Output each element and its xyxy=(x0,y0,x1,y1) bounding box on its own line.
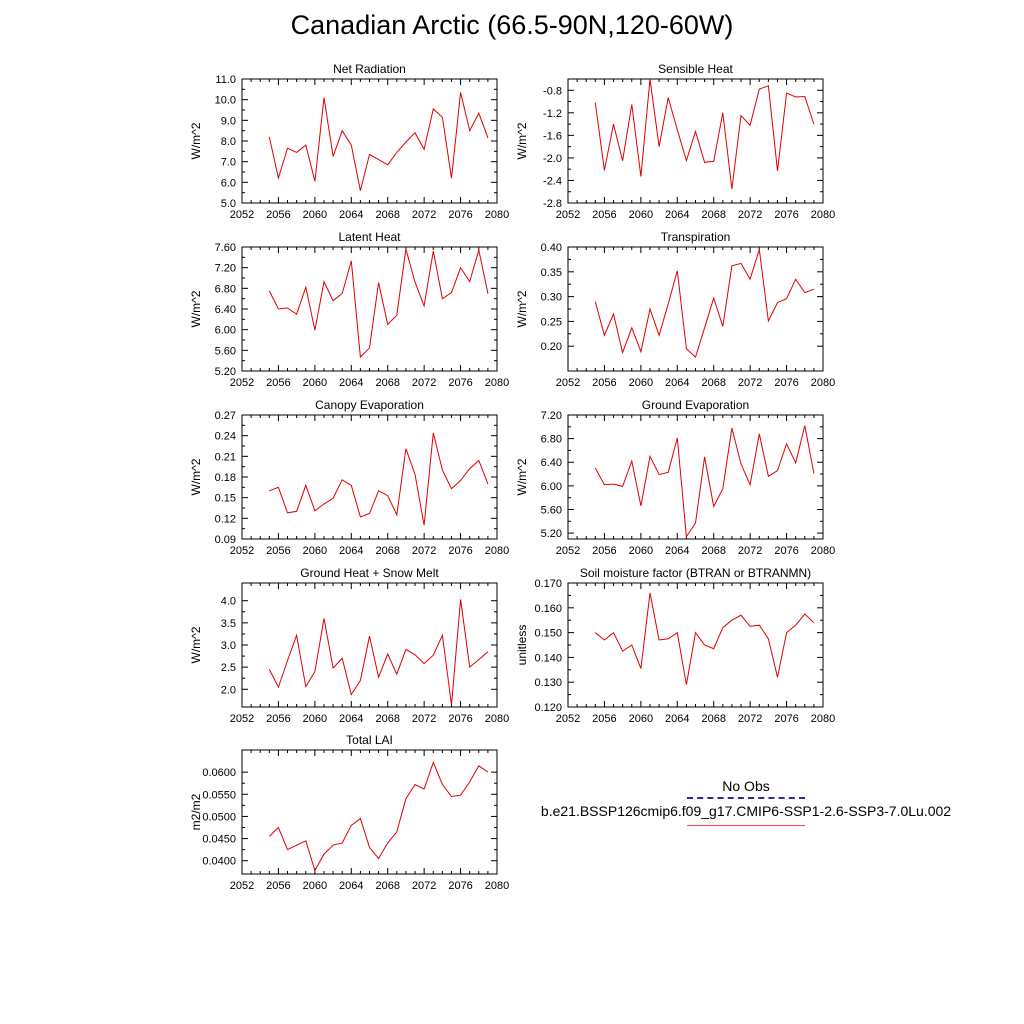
panel-title: Net Radiation xyxy=(333,62,406,76)
y-tick-label: 6.00 xyxy=(540,480,562,493)
y-tick-label: 0.27 xyxy=(214,410,236,422)
x-tick-label: 2056 xyxy=(592,209,617,221)
y-tick-label: -1.2 xyxy=(543,107,562,120)
y-tick-label: 5.60 xyxy=(540,504,562,517)
y-tick-label: 6.40 xyxy=(214,304,236,316)
y-tick-label: 9.0 xyxy=(220,115,236,128)
y-tick-label: 0.35 xyxy=(540,266,562,279)
y-tick-label: 8.0 xyxy=(220,136,236,148)
x-tick-label: 2064 xyxy=(339,880,364,892)
series-line xyxy=(269,762,488,870)
x-tick-label: 2052 xyxy=(229,209,255,221)
x-tick-label: 2068 xyxy=(375,545,400,557)
y-tick-label: 6.00 xyxy=(214,324,236,337)
series-line xyxy=(595,250,814,358)
x-tick-label: 2080 xyxy=(484,545,510,557)
panel-2 xyxy=(515,62,835,221)
y-tick-label: 6.40 xyxy=(540,457,562,470)
x-tick-label: 2068 xyxy=(701,713,726,725)
y-tick-label: 7.60 xyxy=(214,242,236,254)
x-tick-label: 2076 xyxy=(448,880,473,892)
y-tick-label: 0.18 xyxy=(214,472,236,484)
series-line xyxy=(595,426,814,537)
x-tick-label: 2052 xyxy=(555,713,581,725)
y-axis-label: W/m^2 xyxy=(189,458,203,496)
panel-frame xyxy=(242,583,497,707)
x-tick-label: 2056 xyxy=(266,545,291,557)
x-tick-label: 2076 xyxy=(448,377,473,389)
y-tick-label: 0.120 xyxy=(534,702,562,714)
x-tick-label: 2064 xyxy=(665,713,690,725)
x-tick-label: 2072 xyxy=(737,545,763,557)
x-tick-label: 2072 xyxy=(737,209,763,221)
x-tick-label: 2068 xyxy=(375,880,400,892)
x-tick-label: 2060 xyxy=(302,880,328,892)
y-tick-label: 2.5 xyxy=(220,662,236,675)
x-tick-label: 2060 xyxy=(628,545,654,557)
x-tick-label: 2052 xyxy=(229,880,255,892)
panel-frame xyxy=(242,415,497,539)
y-tick-label: 7.0 xyxy=(220,156,236,169)
series-line xyxy=(595,79,814,189)
series-line xyxy=(269,599,488,704)
x-tick-label: 2068 xyxy=(375,713,400,725)
y-tick-label: 6.0 xyxy=(220,177,236,190)
x-tick-label: 2056 xyxy=(266,377,291,389)
y-tick-label: -2.8 xyxy=(543,198,562,210)
panel-9 xyxy=(189,733,509,892)
y-tick-label: 11.0 xyxy=(215,74,236,86)
y-tick-label: 0.40 xyxy=(540,242,562,254)
y-tick-label: 0.25 xyxy=(540,316,562,329)
x-tick-label: 2072 xyxy=(411,377,437,389)
y-tick-label: 5.20 xyxy=(540,528,562,541)
y-axis-label: W/m^2 xyxy=(189,290,203,328)
series-line xyxy=(269,433,488,525)
y-tick-label: 6.80 xyxy=(540,433,562,446)
y-tick-label: 0.21 xyxy=(214,451,236,464)
x-tick-label: 2076 xyxy=(774,377,799,389)
y-tick-label: 0.130 xyxy=(534,677,562,690)
panel-title: Ground Evaporation xyxy=(641,398,750,412)
y-axis-label: W/m^2 xyxy=(189,122,203,160)
x-tick-label: 2052 xyxy=(555,209,581,221)
panel-4 xyxy=(515,230,835,389)
y-axis-label: W/m^2 xyxy=(515,122,529,160)
x-tick-label: 2060 xyxy=(302,545,328,557)
x-tick-label: 2056 xyxy=(592,545,617,557)
y-axis-label: W/m^2 xyxy=(515,290,529,328)
x-tick-label: 2052 xyxy=(229,713,255,725)
y-tick-label: -1.6 xyxy=(543,130,562,143)
y-tick-label: 5.20 xyxy=(214,366,236,378)
y-tick-label: 3.0 xyxy=(220,640,236,652)
x-tick-label: 2080 xyxy=(484,209,510,221)
panel-7 xyxy=(189,566,509,725)
x-tick-label: 2080 xyxy=(810,713,836,725)
panel-3 xyxy=(189,230,509,389)
y-tick-label: 7.20 xyxy=(214,262,236,275)
panel-title: Latent Heat xyxy=(338,230,401,244)
y-tick-label: 0.150 xyxy=(534,627,562,640)
y-tick-label: 0.15 xyxy=(214,492,236,505)
legend xyxy=(540,778,952,826)
x-tick-label: 2060 xyxy=(302,377,328,389)
y-axis-label: m2/m2 xyxy=(189,793,203,831)
y-tick-label: -0.8 xyxy=(543,85,562,98)
x-tick-label: 2056 xyxy=(592,713,617,725)
y-tick-label: 5.60 xyxy=(214,345,236,358)
panel-frame xyxy=(568,79,823,203)
legend-obs-label: No Obs xyxy=(722,778,770,794)
y-tick-label: 0.0500 xyxy=(202,811,236,824)
y-axis-label: W/m^2 xyxy=(515,458,529,496)
x-tick-label: 2076 xyxy=(774,545,799,557)
y-tick-label: 7.20 xyxy=(540,410,562,422)
x-tick-label: 2060 xyxy=(302,713,328,725)
y-tick-label: 5.0 xyxy=(220,198,236,210)
y-tick-label: 0.24 xyxy=(214,430,236,443)
panel-5 xyxy=(189,398,509,557)
y-tick-label: 4.0 xyxy=(220,595,236,608)
panel-frame xyxy=(568,247,823,371)
y-tick-label: 0.30 xyxy=(540,291,562,304)
y-tick-label: 2.0 xyxy=(220,684,236,697)
x-tick-label: 2072 xyxy=(411,209,437,221)
panel-title: Sensible Heat xyxy=(658,62,733,76)
y-tick-label: 0.0400 xyxy=(202,855,236,868)
legend-obs-line xyxy=(687,797,805,799)
x-tick-label: 2060 xyxy=(628,209,654,221)
x-tick-label: 2056 xyxy=(266,713,291,725)
panel-title: Total LAI xyxy=(346,733,393,747)
x-tick-label: 2052 xyxy=(229,377,255,389)
y-tick-label: 0.170 xyxy=(534,578,562,590)
y-tick-label: 0.140 xyxy=(534,652,562,665)
x-tick-label: 2064 xyxy=(665,209,690,221)
y-tick-label: 6.80 xyxy=(214,283,236,296)
x-tick-label: 2052 xyxy=(555,545,581,557)
y-axis-label: W/m^2 xyxy=(189,626,203,664)
y-tick-label: 3.5 xyxy=(220,617,236,630)
x-tick-label: 2068 xyxy=(375,209,400,221)
x-tick-label: 2072 xyxy=(411,713,437,725)
x-tick-label: 2068 xyxy=(701,377,726,389)
x-tick-label: 2072 xyxy=(411,880,437,892)
x-tick-label: 2056 xyxy=(266,209,291,221)
x-tick-label: 2064 xyxy=(665,545,690,557)
y-tick-label: 0.12 xyxy=(214,513,236,526)
x-tick-label: 2052 xyxy=(229,545,255,557)
y-axis-label: unitless xyxy=(515,624,529,666)
x-tick-label: 2056 xyxy=(266,880,291,892)
y-tick-label: 0.0550 xyxy=(202,789,236,802)
x-tick-label: 2056 xyxy=(592,377,617,389)
legend-case-line xyxy=(687,825,805,826)
legend-case-label: b.e21.BSSP126cmip6.f09_g17.CMIP6-SSP1-2.6-SSP3-7.0Lu.002 xyxy=(540,803,952,819)
panel-6 xyxy=(515,398,835,557)
panel-frame xyxy=(568,583,823,707)
x-tick-label: 2064 xyxy=(665,377,690,389)
x-tick-label: 2076 xyxy=(448,545,473,557)
panel-frame xyxy=(242,750,497,874)
x-tick-label: 2068 xyxy=(375,377,400,389)
y-tick-label: 0.09 xyxy=(214,534,236,546)
x-tick-label: 2080 xyxy=(484,713,510,725)
x-tick-label: 2080 xyxy=(810,209,836,221)
x-tick-label: 2072 xyxy=(737,377,763,389)
x-tick-label: 2064 xyxy=(339,377,364,389)
x-tick-label: 2068 xyxy=(701,209,726,221)
y-tick-label: 0.0450 xyxy=(202,833,236,846)
y-tick-label: 0.0600 xyxy=(202,767,236,780)
page-title: Canadian Arctic (66.5-90N,120-60W) xyxy=(290,10,734,40)
x-tick-label: 2064 xyxy=(339,209,364,221)
x-tick-label: 2064 xyxy=(339,713,364,725)
series-line xyxy=(595,593,814,685)
x-tick-label: 2080 xyxy=(810,377,836,389)
panel-8 xyxy=(515,566,835,725)
y-tick-label: -2.0 xyxy=(543,152,562,165)
panel-title: Soil moisture factor (BTRAN or BTRANMN) xyxy=(579,566,812,580)
x-tick-label: 2064 xyxy=(339,545,364,557)
x-tick-label: 2068 xyxy=(701,545,726,557)
x-tick-label: 2052 xyxy=(555,377,581,389)
x-tick-label: 2080 xyxy=(484,880,510,892)
panel-1 xyxy=(189,62,509,221)
x-tick-label: 2076 xyxy=(774,713,799,725)
series-line xyxy=(269,92,488,190)
x-tick-label: 2080 xyxy=(484,377,510,389)
panel-title: Canopy Evaporation xyxy=(315,398,424,412)
y-tick-label: 0.160 xyxy=(534,602,562,615)
x-tick-label: 2080 xyxy=(810,545,836,557)
panel-title: Ground Heat + Snow Melt xyxy=(300,566,439,580)
series-line xyxy=(269,249,488,357)
x-tick-label: 2072 xyxy=(737,713,763,725)
panel-title: Transpiration xyxy=(660,230,731,244)
x-tick-label: 2076 xyxy=(448,209,473,221)
y-tick-label: 10.0 xyxy=(214,94,236,107)
x-tick-label: 2072 xyxy=(411,545,437,557)
x-tick-label: 2060 xyxy=(302,209,328,221)
x-tick-label: 2060 xyxy=(628,377,654,389)
x-tick-label: 2060 xyxy=(628,713,654,725)
x-tick-label: 2076 xyxy=(774,209,799,221)
y-tick-label: 0.20 xyxy=(540,341,562,354)
panel-frame xyxy=(242,79,497,203)
y-tick-label: -2.4 xyxy=(543,175,562,188)
x-tick-label: 2076 xyxy=(448,713,473,725)
